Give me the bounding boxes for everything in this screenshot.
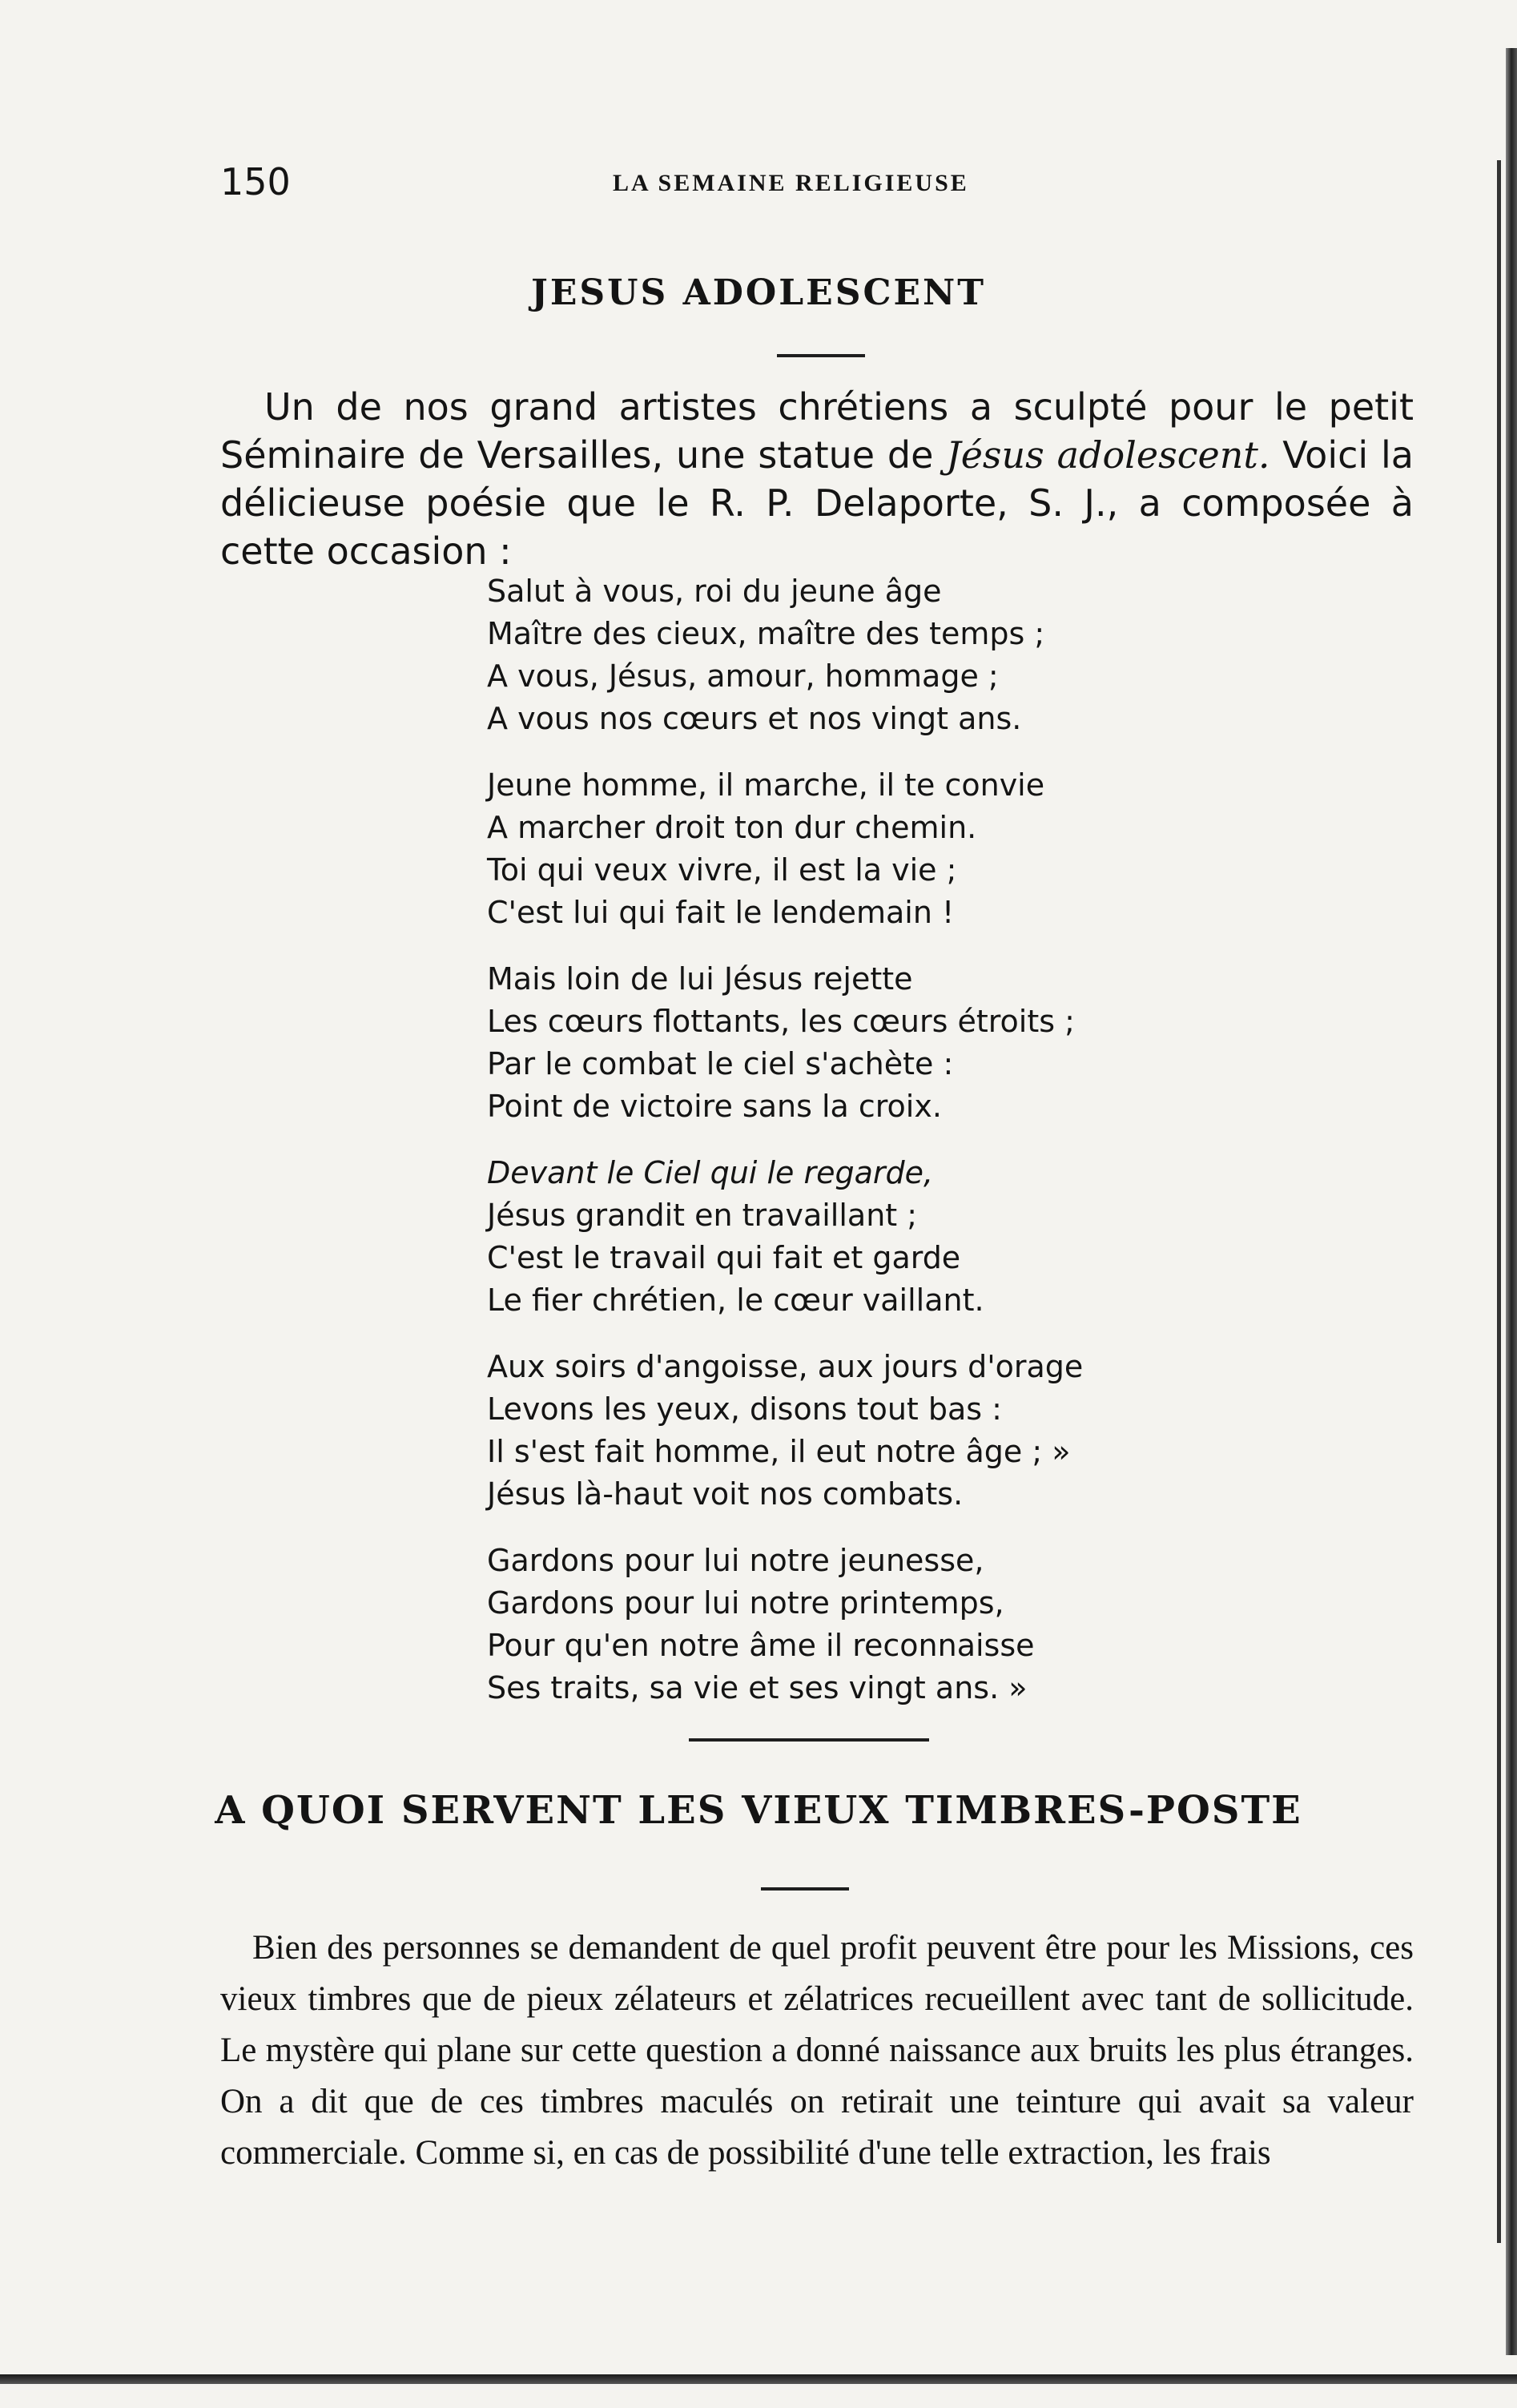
poem-line: Gardons pour lui notre jeunesse, — [487, 1543, 984, 1578]
poem-line: Ses traits, sa vie et ses vingt ans. » — [487, 1670, 1028, 1705]
poem-stanza-1 — [487, 570, 1288, 740]
section-title-jesus-adolescent: JESUS ADOLESCENT — [531, 272, 986, 313]
section-divider — [689, 1738, 929, 1742]
poem-line: A vous, Jésus, amour, hommage ; — [487, 658, 999, 694]
article-paragraph: Bien des personnes se demandent de quel profit peuvent être pour les Missions, ces vieux timbres que de pieux zélateurs et zélatrices recueillent avec tant de sollicitude. Le mystère qui plane sur cette question a donné naissance aux bruits les plus étranges. On a dit que de ces timbres maculés on retirait une teinture qui avait sa valeur commerciale. Comme si, en cas de possibilité d'une telle extraction, les frais — [220, 1929, 1414, 2172]
poem-line: Jeune homme, il marche, il te convie — [487, 767, 1045, 803]
page-header — [220, 160, 1390, 208]
poem-line: C'est lui qui fait le lendemain ! — [487, 895, 955, 930]
poem-line: Jésus là-haut voit nos combats. — [487, 1476, 964, 1512]
poem-line: Le fier chrétien, le cœur vaillant. — [487, 1283, 984, 1318]
intro-text-italic: Jésus adolescent. — [946, 433, 1270, 477]
poem-line: Point de victoire sans la croix. — [487, 1089, 942, 1124]
poem — [487, 570, 1288, 1734]
poem-line: Aux soirs d'angoisse, aux jours d'orage — [487, 1349, 1084, 1384]
intro-paragraph — [220, 383, 1414, 575]
title-rule — [777, 354, 865, 357]
intro-text-a: Un de nos grand artistes chrétiens a sculpté pour le petit Séminaire de Versailles, une statue de — [220, 385, 1414, 477]
poem-line: Devant le Ciel qui le regarde, — [487, 1155, 934, 1190]
page-number: 150 — [220, 160, 291, 203]
binding-edge — [1506, 48, 1517, 2355]
poem-stanza-5 — [487, 1346, 1288, 1516]
running-head: LA SEMAINE RELIGIEUSE — [613, 170, 969, 196]
section-title-timbres-poste: A QUOI SERVENT LES VIEUX TIMBRES-POSTE — [215, 1788, 1302, 1833]
poem-line: A marcher droit ton dur chemin. — [487, 810, 977, 845]
poem-line: Toi qui veux vivre, il est la vie ; — [487, 852, 957, 888]
poem-line: Levons les yeux, disons tout bas : — [487, 1391, 1002, 1427]
poem-line: C'est le travail qui fait et garde — [487, 1240, 961, 1275]
binding-shadow — [1497, 160, 1501, 2243]
poem-line: Pour qu'en notre âme il reconnaisse — [487, 1628, 1035, 1663]
page-bottom-edge — [0, 2374, 1517, 2384]
poem-line: Jésus grandit en travaillant ; — [487, 1198, 918, 1233]
poem-line: Il s'est fait homme, il eut notre âge ; » — [487, 1434, 1071, 1469]
poem-line: Mais loin de lui Jésus rejette — [487, 961, 913, 997]
poem-line: Salut à vous, roi du jeune âge — [487, 574, 942, 609]
poem-stanza-3 — [487, 958, 1288, 1128]
poem-line: Par le combat le ciel s'achète : — [487, 1046, 954, 1081]
poem-line: Gardons pour lui notre printemps, — [487, 1585, 1004, 1621]
poem-line: Les cœurs flottants, les cœurs étroits ; — [487, 1004, 1075, 1039]
poem-line: Maître des cieux, maître des temps ; — [487, 616, 1045, 651]
poem-stanza-4 — [487, 1152, 1288, 1322]
intro-text-c: Voici la délicieuse poésie que le R. P. Delaporte, S. J., a composée à cette occasion : — [220, 433, 1414, 573]
poem-line: A vous nos cœurs et nos vingt ans. — [487, 701, 1022, 736]
title-rule — [761, 1887, 849, 1891]
poem-stanza-6 — [487, 1540, 1288, 1709]
poem-stanza-2 — [487, 764, 1288, 934]
